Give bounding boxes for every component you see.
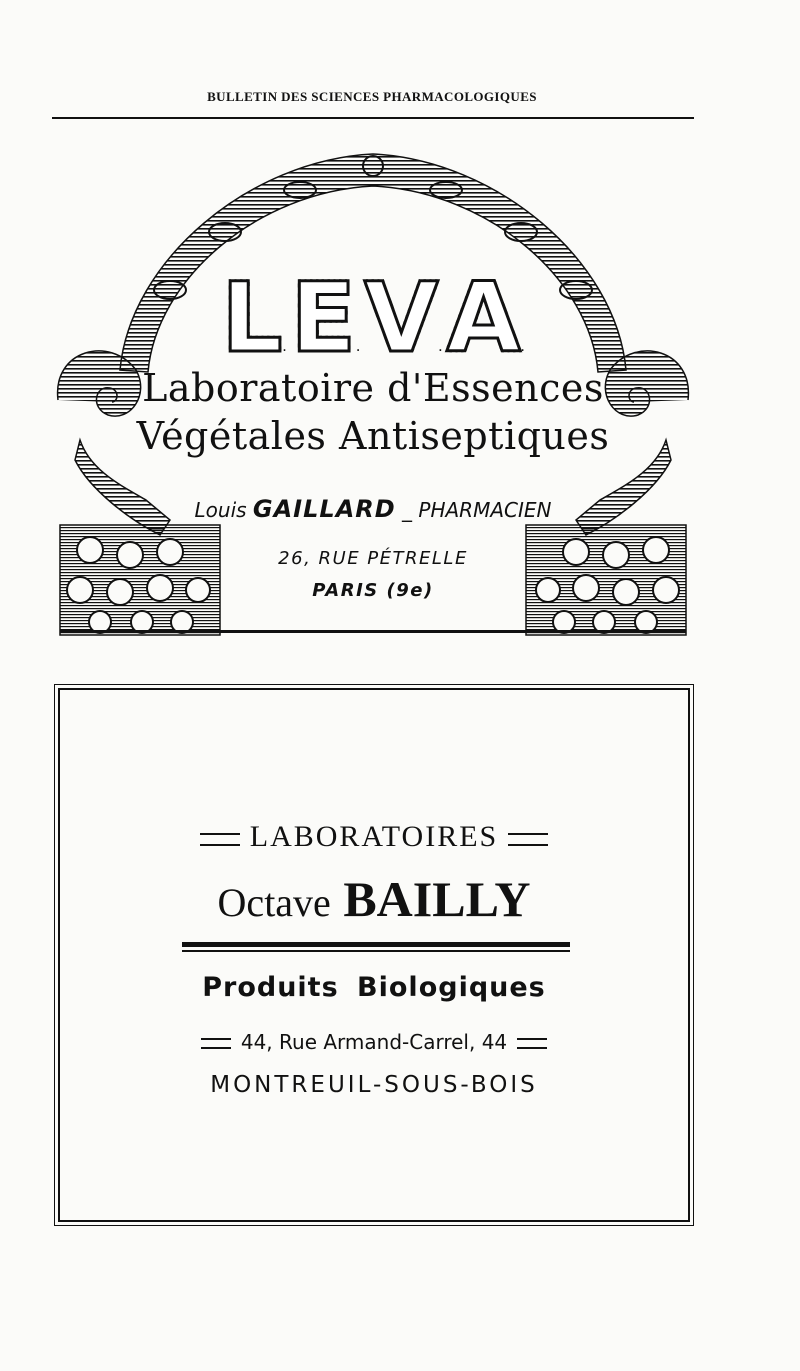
logo-letter: A	[446, 262, 521, 374]
double-rule-ornament	[508, 833, 548, 846]
town-line: MONTREUIL-SOUS-BOIS	[210, 1072, 538, 1098]
logo-letter: V	[364, 262, 439, 374]
running-head: BULLETIN DES SCIENCES PHARMACOLOGIQUES	[207, 89, 537, 104]
double-rule-ornament	[201, 1038, 231, 1049]
company-last-name: BAILLY	[343, 871, 531, 927]
pharmacist-line	[50, 495, 696, 523]
address-text: 44, Rue Armand-Carrel, 44	[240, 1030, 508, 1054]
products-line: Produits Biologiques	[202, 972, 546, 1003]
leva-city: PARIS (9e)	[312, 580, 434, 601]
company-first-name: Octave	[217, 880, 331, 925]
logo-letter: L	[221, 262, 283, 374]
heavy-rule	[182, 942, 570, 947]
labos-text: LABORATOIRES	[249, 820, 499, 853]
labos-heading	[60, 820, 688, 854]
address-line	[60, 1030, 688, 1054]
logo-letter: E	[290, 262, 357, 374]
pharmacist-last-name: GAILLARD	[252, 495, 396, 523]
bailly-advertisement	[58, 688, 690, 1222]
pharmacist-separator: _	[402, 498, 413, 522]
double-rule-ornament	[200, 833, 240, 846]
leva-line-1: Laboratoire d'Essences	[142, 366, 604, 410]
leva-advertisement	[50, 140, 696, 640]
leva-street: 26, RUE PÉTRELLE	[278, 548, 468, 569]
pharmacist-title: PHARMACIEN	[418, 498, 552, 522]
company-name	[60, 870, 688, 928]
double-rule-ornament	[517, 1038, 547, 1049]
leva-line-2: Végétales Antiseptiques	[136, 414, 610, 458]
pharmacist-first-name: Louis	[194, 498, 247, 522]
header-rule	[52, 117, 694, 119]
thin-rule	[182, 950, 570, 952]
leva-logo: L. E. V. A.	[221, 262, 525, 374]
